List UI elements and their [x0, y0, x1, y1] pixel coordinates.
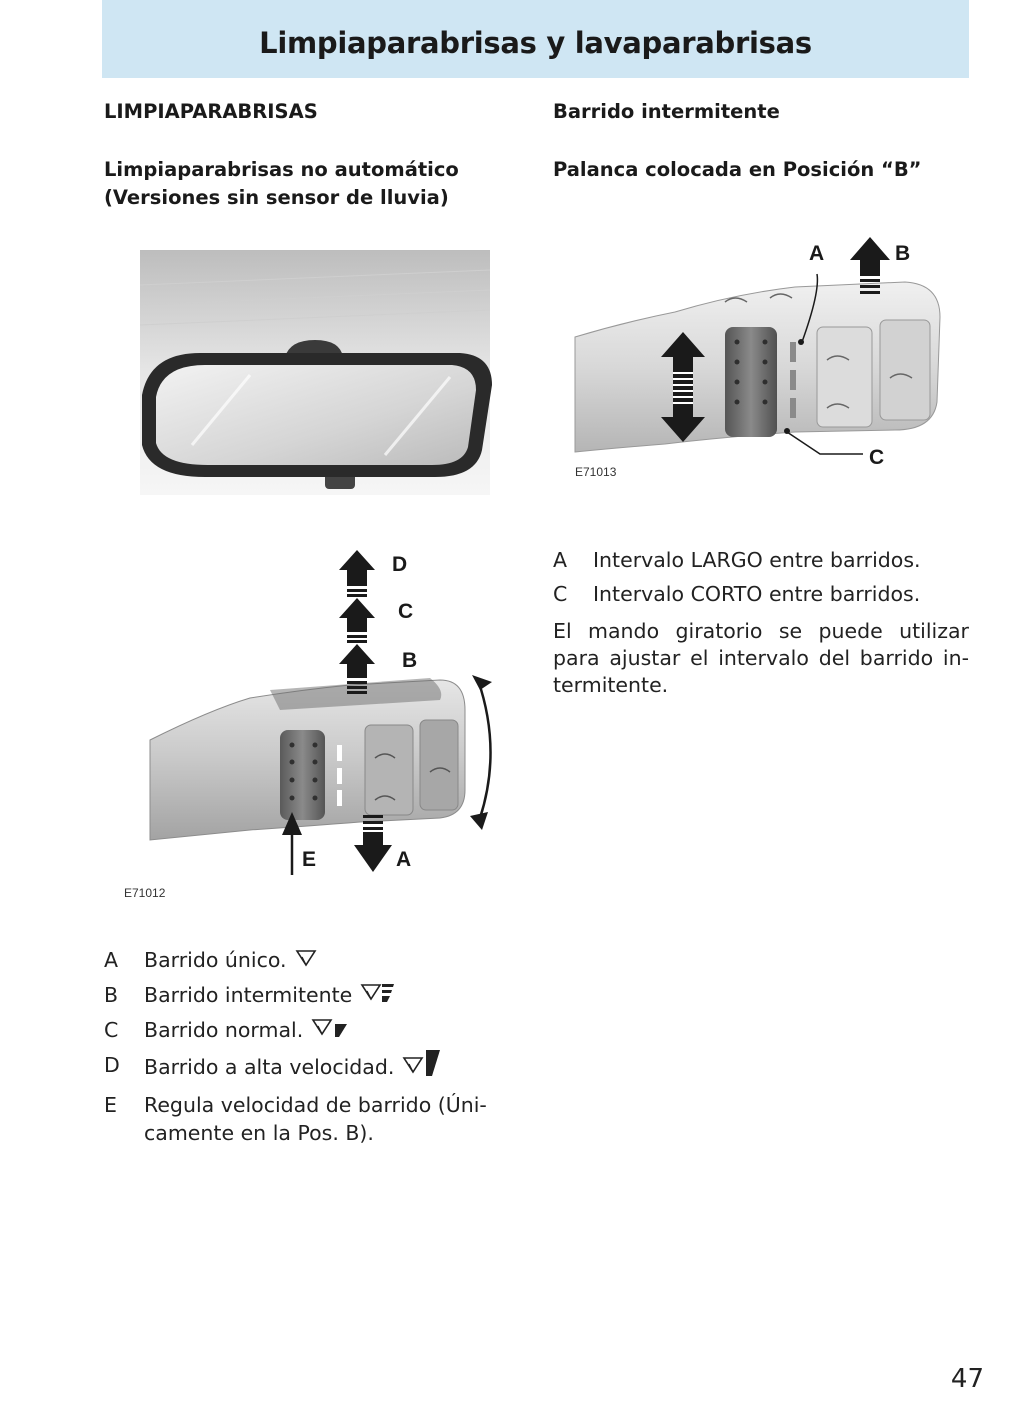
legend-item-b: B Barrido intermitente [104, 978, 522, 1013]
single-wipe-icon [295, 944, 317, 978]
section-title-intermittent: Barrido intermitente [553, 100, 780, 123]
legend-item-c: C Barrido normal. [104, 1013, 522, 1048]
figure-code-left: E71012 [124, 886, 166, 900]
left-legend [104, 943, 522, 1147]
mirror-illustration [130, 245, 500, 500]
legend-item-a: A Barrido único. [104, 943, 522, 978]
normal-wipe-icon [311, 1014, 349, 1048]
subsection-title-position-b: Palanca colocada en Posición “B” [553, 158, 922, 181]
page-title: Limpiaparabrisas y lavaparabrisas [259, 26, 812, 60]
legend-item-e: E Regula velocidad de barrido (Úni- camente en la Pos. B). [104, 1093, 487, 1145]
right-legend [553, 543, 969, 611]
legend-item-short-interval: C Intervalo CORTO entre barridos. [553, 582, 921, 606]
callout-b: B [402, 649, 418, 672]
legend-item-d: D Barrido a alta velocidad. [104, 1048, 522, 1088]
page-number: 47 [950, 1364, 984, 1394]
section-title-wipers: LIMPIAPARABRISAS [104, 100, 318, 123]
subsection-title-line1: Limpiaparabrisas no automático [104, 158, 459, 181]
figure-code-right: E71013 [575, 465, 617, 479]
callout-a-right: A [809, 242, 825, 265]
high-speed-wipe-icon [402, 1048, 442, 1088]
callout-a: A [396, 848, 412, 871]
legend-item-long-interval: A Intervalo LARGO entre barridos. [553, 548, 921, 572]
callout-c: C [398, 600, 414, 623]
callout-b-right: B [895, 242, 911, 265]
callout-c-right: C [869, 446, 885, 469]
header-band [102, 0, 969, 78]
intermittent-stalk-illustration [565, 232, 960, 472]
intermittent-paragraph: El mando giratorio se puede utilizar para ajustar el intervalo del barrido in- termitente. [553, 619, 969, 697]
intermittent-wipe-icon [360, 979, 396, 1013]
wiper-stalk-illustration [120, 540, 520, 885]
callout-d: D [392, 553, 408, 576]
callout-e: E [302, 848, 317, 871]
subsection-title-line2: (Versiones sin sensor de lluvia) [104, 186, 449, 209]
